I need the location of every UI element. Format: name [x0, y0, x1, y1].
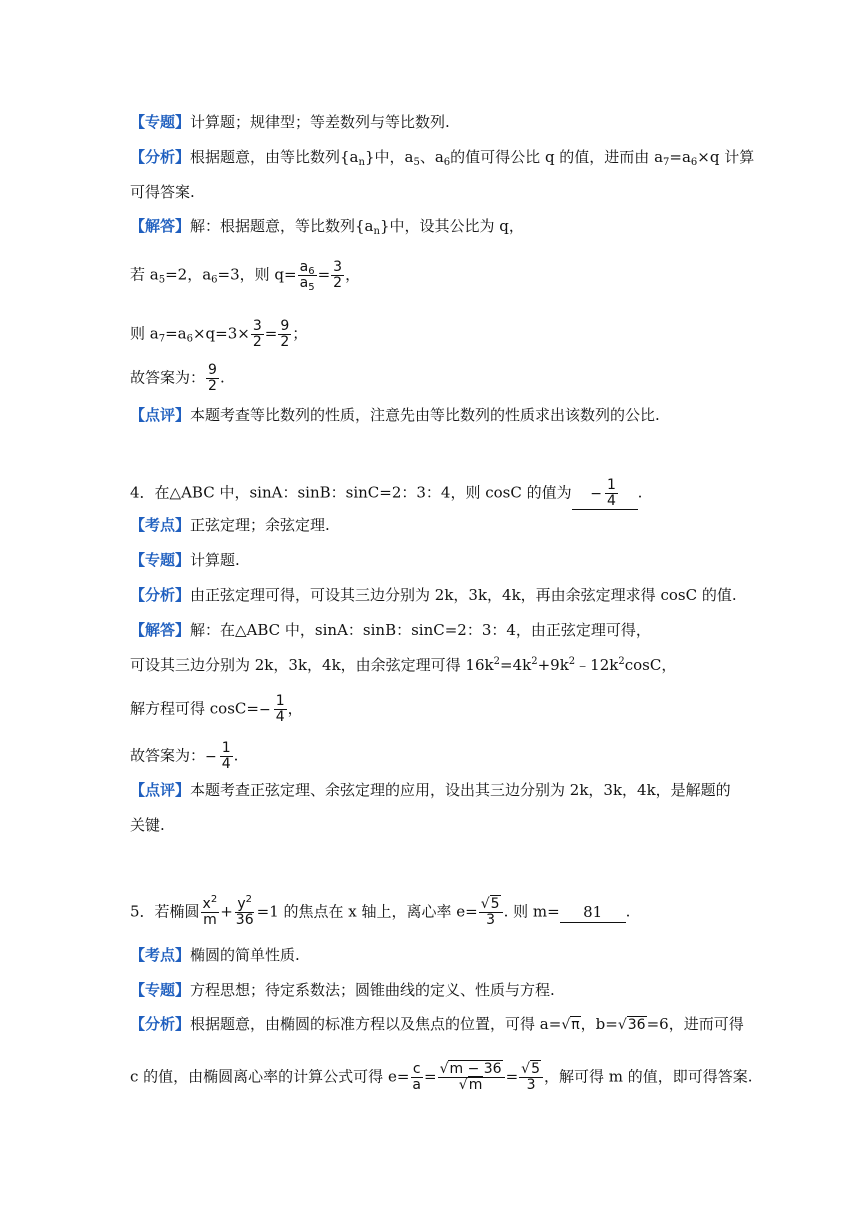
fraction-9-over-2: $\frac{9}{2}$	[280, 318, 290, 350]
tag-jieda: 【解答】	[130, 217, 191, 235]
q4-cosc-line: 解方程可得 cosC=− $\frac{1}{4}$ ，	[130, 693, 303, 725]
q4-stem-line: 4．在△ABC 中，sinA：sinB：sinC=2：3：4，则 cosC 的值为 − $\frac{1}{4}$ .	[130, 477, 643, 509]
tag-fenxi: 【分析】	[130, 1015, 191, 1033]
sqrt-pi: √π	[561, 1017, 580, 1033]
fraction-root5-over-3: $\frac{√5}{3}$	[479, 897, 503, 928]
tag-fenxi: 【分析】	[130, 586, 191, 604]
fraction-1-over-4: $\frac{1}{4}$	[221, 740, 231, 772]
q3-zhuanti-line: 【专题】计算题；规律型；等差数列与等比数列.	[130, 113, 450, 131]
tag-fenxi: 【分析】	[130, 148, 191, 166]
tag-jieda: 【解答】	[130, 621, 191, 639]
q5-zhuanti-line: 【专题】方程思想；待定系数法；圆锥曲线的定义、性质与方程.	[130, 981, 555, 999]
fraction-y2-over-36: $\frac{y^2}{36}$	[235, 894, 254, 928]
tag-dianping: 【点评】	[130, 406, 191, 424]
q5-fenxi-line2: c 的值，由椭圆离心率的计算公式可得 e= $\frac{c}{a}$ = $\frac{√m - 36}{√m}$ = $\frac{√5}{3}$ ，解可得 m 的值，即可得答案.	[130, 1061, 753, 1093]
fraction-c-over-a: $\frac{c}{a}$	[412, 1061, 421, 1093]
fraction-1-over-4: $\frac{1}{4}$	[275, 693, 285, 725]
q5-answer-blank: 81	[560, 902, 626, 923]
q5-stem-line: 5．若椭圆 $\frac{x^2}{m}$ + $\frac{y^2}{36}$ =1 的焦点在 x 轴上，离心率 e= $\frac{√5}{3}$ . 则 m= 81 .	[130, 894, 631, 928]
tag-kaodian: 【考点】	[130, 516, 191, 534]
tag-zhuanti: 【专题】	[130, 113, 191, 131]
tag-zhuanti: 【专题】	[130, 981, 191, 999]
fraction-a6-over-a5: $\frac{a_6}{a_5}$	[299, 259, 315, 293]
fraction-sqrt-m36-over-sqrt-m: $\frac{√m - 36}{√m}$	[438, 1062, 505, 1093]
sqrt-36: √36	[617, 1017, 646, 1033]
q5-kaodian-line: 【考点】椭圆的简单性质.	[130, 946, 300, 964]
q5-fenxi-line: 【分析】根据题意，由椭圆的标准方程以及焦点的位置，可得 a=√π，b=√36=6，进而可得	[130, 1015, 744, 1033]
tag-kaodian: 【考点】	[130, 946, 191, 964]
q3-fenxi-line: 【分析】根据题意，由等比数列$\{a_n\}$中，$a_5$、$a_6$的值可得公比 q 的值，进而由 $a_7=a_6\times q$ 计算	[130, 148, 755, 168]
q4-jieda-line: 【解答】解：在△ABC 中，sinA：sinB：sinC=2：3：4，由正弦定理可得，	[130, 621, 651, 639]
q4-answer-blank: − $\frac{1}{4}$	[572, 478, 638, 510]
fraction-root5-over-3: $\frac{√5}{3}$	[519, 1062, 543, 1093]
q3-dianping-line: 【点评】本题考查等比数列的性质，注意先由等比数列的性质求出该数列的公比.	[130, 406, 660, 424]
q4-kaodian-line: 【考点】正弦定理；余弦定理.	[130, 516, 330, 534]
fraction-3-over-2: $\frac{3}{2}$	[333, 259, 343, 291]
q4-answer-line: 故答案为：− $\frac{1}{4}$ .	[130, 740, 239, 772]
fraction-x2-over-m: $\frac{x^2}{m}$	[202, 894, 218, 928]
q3-answer-line: 故答案为： $\frac{9}{2}$ .	[130, 362, 225, 394]
q3-fenxi-line2: 可得答案.	[130, 183, 195, 201]
q3-ze-line: 则 $a_7=a_6\times q=3\times$ $\frac{3}{2}$ = $\frac{9}{2}$ ；	[130, 318, 308, 350]
q4-jieda-line2: 可设其三边分别为 2k，3k，4k，由余弦定理可得 $16k^2=4k^2+9k^2﹣12k^2\cos C$，	[130, 656, 677, 674]
q4-dianping-line2: 关键.	[130, 816, 165, 834]
tag-zhuanti: 【专题】	[130, 551, 191, 569]
fraction-3-over-2: $\frac{3}{2}$	[252, 318, 262, 350]
q4-dianping-line: 【点评】本题考查正弦定理、余弦定理的应用，设出其三边分别为 2k，3k，4k，是解题的	[130, 781, 731, 799]
q4-zhuanti-line: 【专题】计算题.	[130, 551, 240, 569]
tag-dianping: 【点评】	[130, 781, 191, 799]
q4-fenxi-line: 【分析】由正弦定理可得，可设其三边分别为 2k，3k，4k，再由余弦定理求得 cosC 的值.	[130, 586, 737, 604]
q3-ruo-line: 若 $a_5=2$，$a_6=3$，则 q= $\frac{a_6}{a_5}$ = $\frac{3}{2}$ ，	[130, 259, 361, 293]
fraction-9-over-2: $\frac{9}{2}$	[208, 362, 217, 394]
q3-jieda-line: 【解答】解：根据题意，等比数列$\{a_n\}$中，设其公比为 q，	[130, 217, 524, 237]
